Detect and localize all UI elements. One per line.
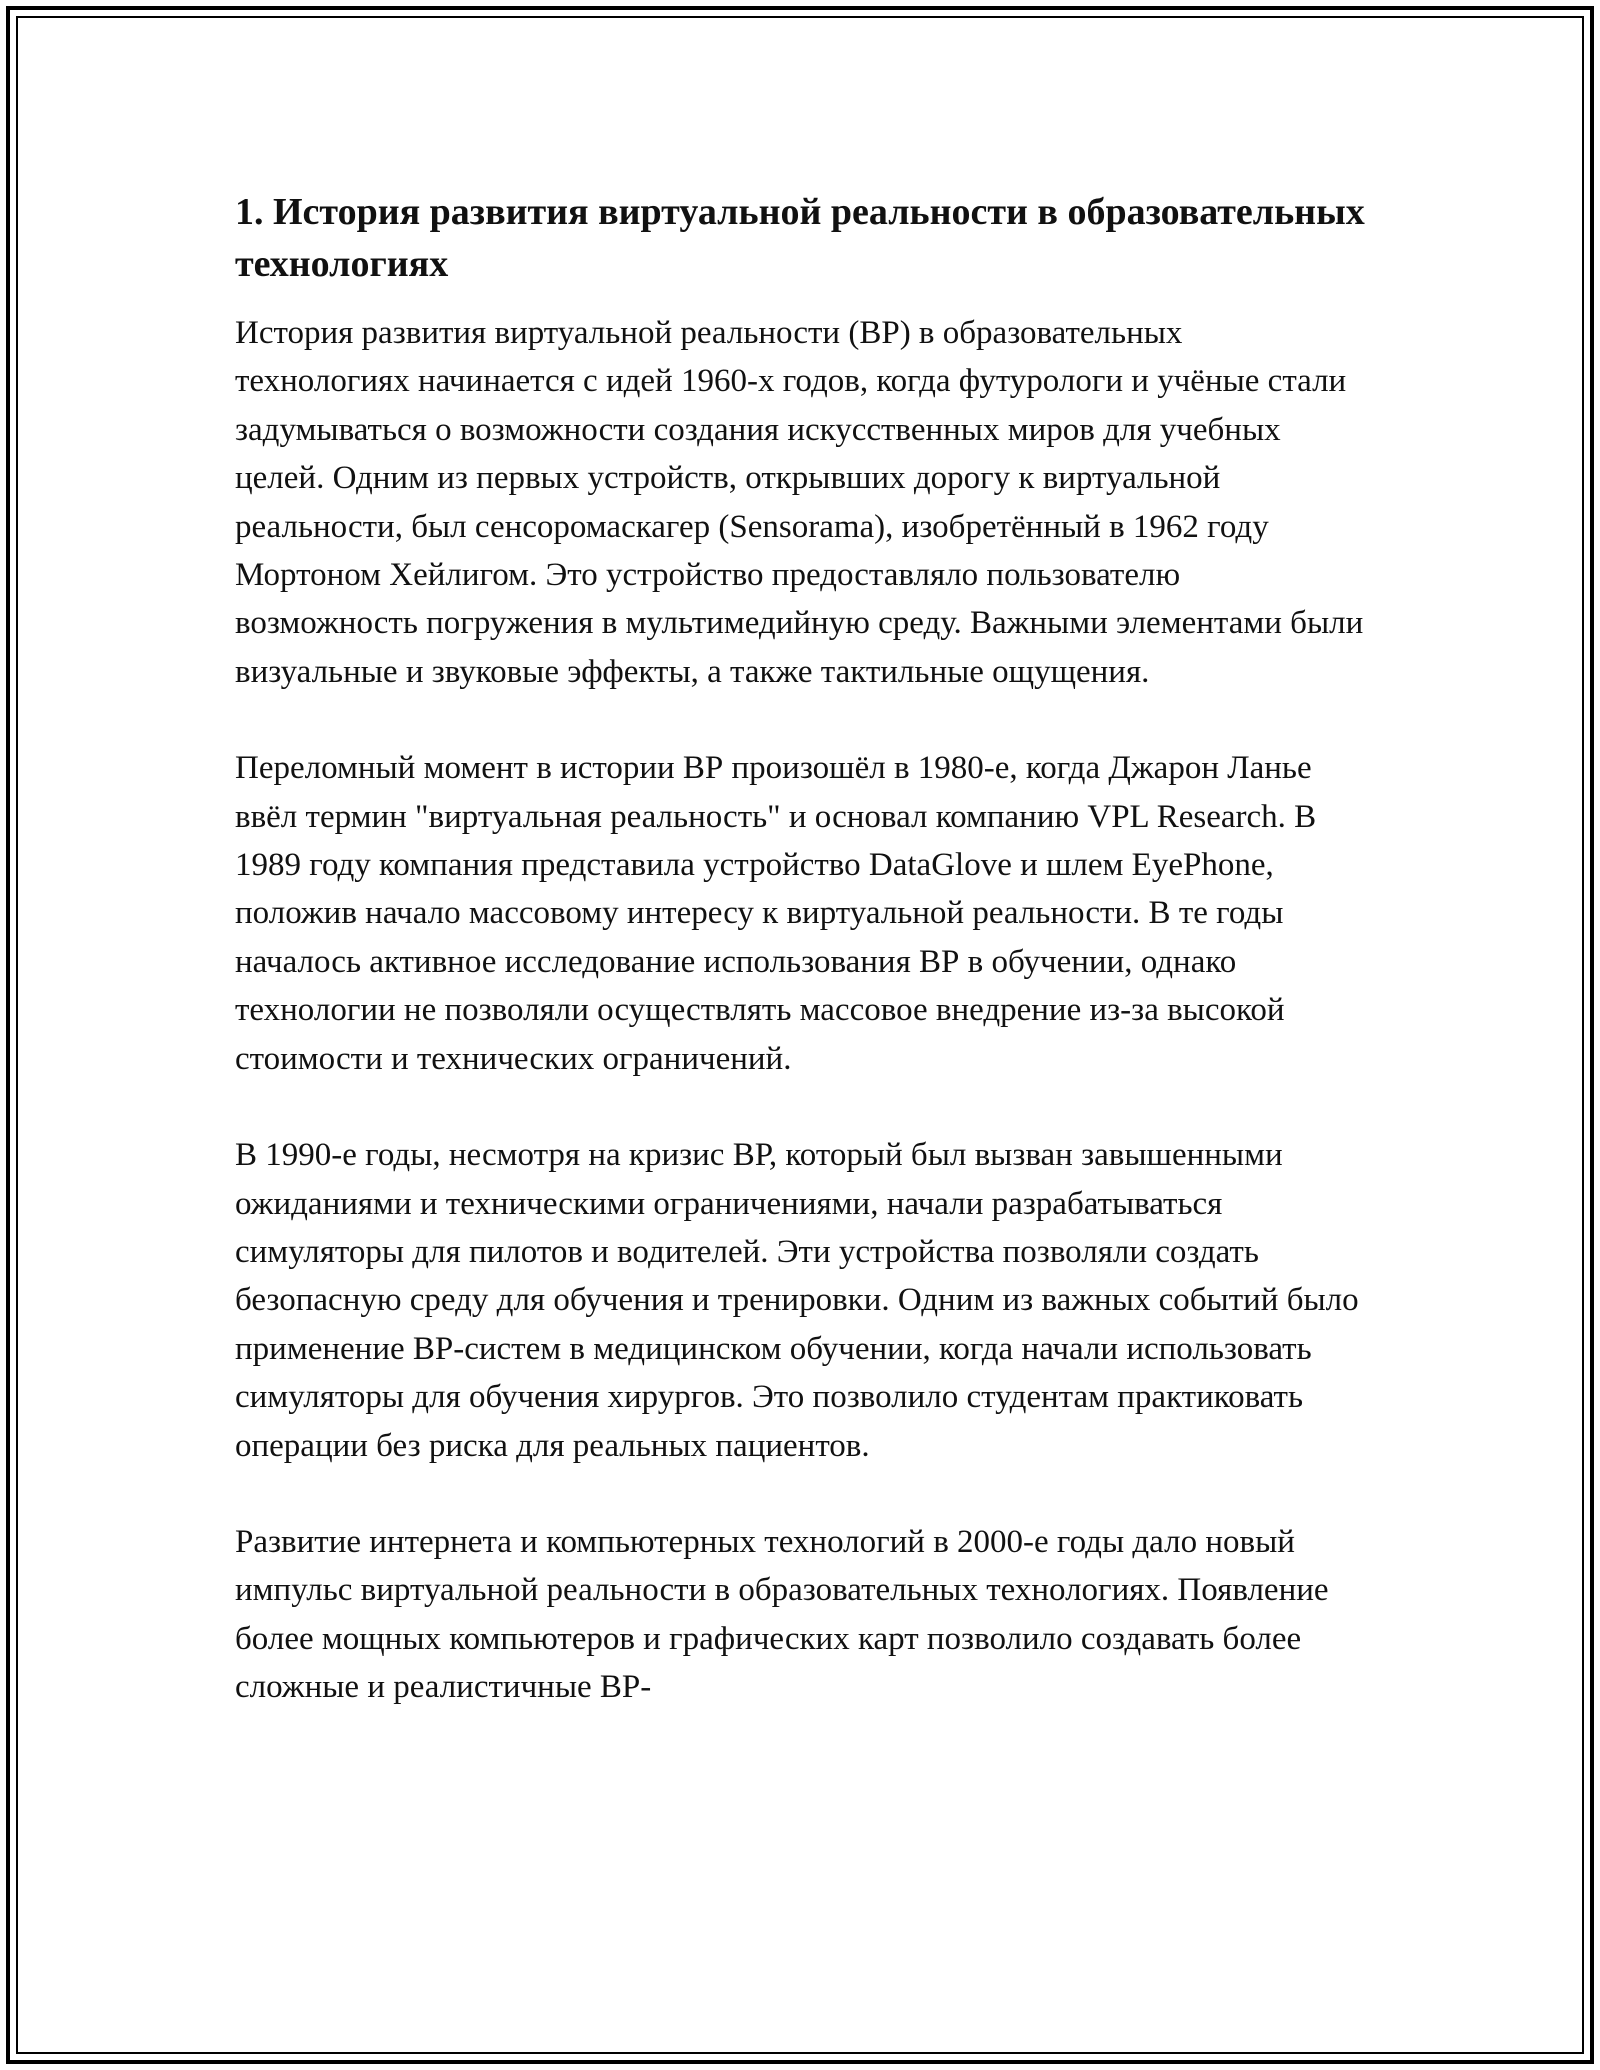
section-heading: 1. История развития виртуальной реальности в образовательных технологиях [235,191,1365,285]
document-body [235,186,1365,1760]
paragraph-4: Развитие интернета и компьютерных технологий в 2000-е годы дало новый импульс виртуальной реальности в образовательных технологиях. Появление более мощных компьютеров и графических карт позволило создавать более сложные и реалистичные ВР- [235,1523,1329,1706]
paragraph-2: Переломный момент в истории ВР произошёл в 1980-е, когда Джарон Ланье ввёл термин "виртуальная реальность" и основал компанию VPL Research. В 1989 году компания представила устройство DataGlove и шлем EyePhone, положив начало массовому интересу к виртуальной реальности. В те годы началось активное исследование использования ВР в обучении, однако технологии не позволяли осуществлять массовое внедрение из-за высокой стоимости и технических ограничений. [235,750,1317,1077]
paragraph-3: В 1990-е годы, несмотря на кризис ВР, который был вызван завышенными ожиданиями и техническими ограничениями, начали разрабатываться симуляторы для пилотов и водителей. Эти устройства позволяли создать безопасную среду для обучения и тренировки. Одним из важных событий было применение ВР-систем в медицинском обучении, когда начали использовать симуляторы для обучения хирургов. Это позволило студентам практиковать операции без риска для реальных пациентов. [235,1137,1359,1464]
paragraph-1: История развития виртуальной реальности (ВР) в образовательных технологиях начинается с идей 1960-х годов, когда футурологи и учёные стали задумываться о возможности создания искусственных миров для учебных целей. Одним из первых устройств, открывших дорогу к виртуальной реальности, был сенсоромаскагер (Sensorama), изобретённый в 1962 году Мортоном Хейлигом. Это устройство предоставляло пользователю возможность погружения в мультимедийную среду. Важными элементами были визуальные и звуковые эффекты, а также тактильные ощущения. [235,315,1364,690]
